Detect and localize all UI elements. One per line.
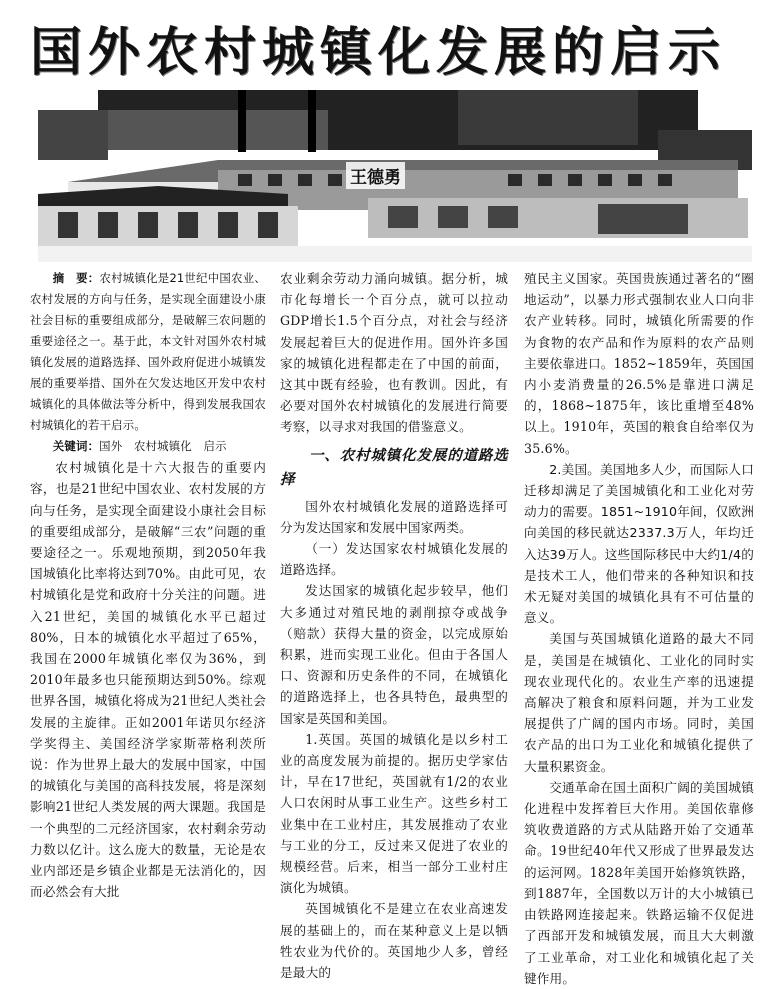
paragraph: 交通革命在国土面积广阔的美国城镇化进程中发挥着巨大作用。美国依靠修筑收费道路的方式从陆路开始了交通革命。19世纪40年代又形成了世界最发达的运河网。1828年美国开始修筑铁路，到1887年，全国数以万计的大小城镇已由铁路网连接起来。铁路运输不仅促进了西部开发和城镇发展，而且大大刺激了工业革命，对工业化和城镇化起了关键作用。 — [524, 779, 754, 986]
article-author: 王德勇 — [346, 162, 405, 189]
paragraph-continued: 农业剩余劳动力涌向城镇。据分析，城市化每增长一个百分点，就可以拉动GDP增长1.5个百分点，对社会与经济发展起着巨大的促进作用。国外许多国家的城镇化进程都走在了中国的前面，这其中既有经验，也有教训。因此，有必要对国外农村城镇化的发展进行简要考察，以寻求对我国的借鉴意义。 — [280, 271, 508, 435]
keywords — [30, 436, 266, 457]
abstract-label: 摘 要： — [52, 271, 100, 285]
intro-paragraph: 农村城镇化是十六大报告的重要内容，也是21世纪中国农业、农村发展的方向与任务，是实现全面建设小康社会目标的重要组成部分，是破解“三农”问题的重要途径之一。乐观地预期，到2050年我国城镇化比率将达到70%。由此可见，农村城镇化是党和政府十分关注的问题。进入21世纪，美国的城镇化水平已超过80%，日本的城镇化水平超过了65%，我国在2000年城镇化率仅为36%，到2010年最多也只能预期达到50%。综观世界各国，城镇化将成为21世纪人类社会发展的主旋律。正如2001年诺贝尔经济学奖得主、美国经济学家斯蒂格利茨所说：作为世界上最大的发展中国家，中国的城镇化与美国的高科技发展，将是深刻影响21世纪人类发展的两大课题。我国是一个典型的二元经济国家，农村剩余劳动力数以亿计。这么庞大的数量，无论是农业内部还是乡镇企业都是无法消化的，因而必然会有大批 — [30, 460, 266, 900]
paragraph: 美国与英国城镇化道路的最大不同是，美国是在城镇化、工业化的同时实现农业现代化的。农业生产率的迅速提高解决了粮食和原料问题，并为工业发展提供了广阔的国内市场。同时，美国农产品的出口为工业化和城镇化提供了大量积累资金。 — [524, 631, 754, 774]
paragraph: 英国城镇化不是建立在农业高速发展的基础上的，而在某种意义上是以牺牲农业为代价的。英国地少人多，曾经是最大的 — [280, 901, 508, 981]
subsection-heading-1: （一）发达国家农村城镇化发展的道路选择。 — [280, 541, 508, 578]
keywords-label: 关键词： — [52, 439, 100, 453]
article-title: 国外农村城镇化发展的启示 — [30, 23, 727, 83]
text-column-3 — [524, 268, 754, 989]
section-heading-1: 一、农村城镇化发展的道路选择 — [280, 447, 508, 488]
text-column-2 — [280, 268, 508, 983]
keywords-text: 国外 农村城镇化 启示 — [99, 439, 227, 453]
paragraph: 国外农村城镇化发展的道路选择可分为发达国家和发展中国家两类。 — [280, 498, 508, 535]
abstract-text: 农村城镇化是21世纪中国农业、农村发展的方向与任务，是实现全面建设小康社会目标的重要组成部分，是破解三农问题的重要途径之一。基于此，本文针对国外农村城镇化发展的道路选择、国外政府促进小城镇发展的重要举措、国外在欠发达地区开发中农村城镇化的具体做法等分析中，得到发展我国农村城镇化的若干启示。 — [30, 271, 266, 432]
abstract — [30, 268, 266, 436]
text-column-1 — [30, 268, 266, 902]
paragraph: 发达国家的城镇化起步较早，他们大多通过对殖民地的剥削掠夺或战争（赔款）获得大量的资金，以完成原始积累，进而实现工业化。但由于各国人口、资源和历史条件的不同，在城镇化的道路选择上，也各具特色，最典型的国家是英国和美国。 — [280, 583, 508, 726]
paragraph-uk: 1.英国。英国的城镇化是以乡村工业的高度发展为前提的。据历史学家估计，早在17世纪，英国就有1/2的农业人口农闲时从事工业生产。这些乡村工业集中在工业村庄，其发展推动了农业与工业的分工，反过来又促进了农业的规模经营。后来，相当一部分工业村庄演化为城镇。 — [280, 731, 508, 896]
paragraph-continued: 殖民主义国家。英国贵族通过著名的“圈地运动”，以暴力形式强制农业人口向非农产业转移。同时，城镇化所需要的作为食物的农产品和作为原料的农产品则主要依靠进口。1852~1859年，英国国内小麦消费量的26.5%是靠进口满足的，1868~1875年，该比重增至48%以上。1910年，英国的粮食自给率仅为35.6%。 — [524, 271, 754, 456]
paragraph-usa: 2.美国。美国地多人少，而国际人口迁移却满足了美国城镇化和工业化对劳动力的需要。1851~1910年间，仅欧洲向美国的移民就达2337.3万人，年均迁入达39万人。这些国际移民中大约1/4的是技术工人，他们带来的各种知识和技术无疑对美国的城镇化具有不可估量的意义。 — [524, 461, 754, 626]
